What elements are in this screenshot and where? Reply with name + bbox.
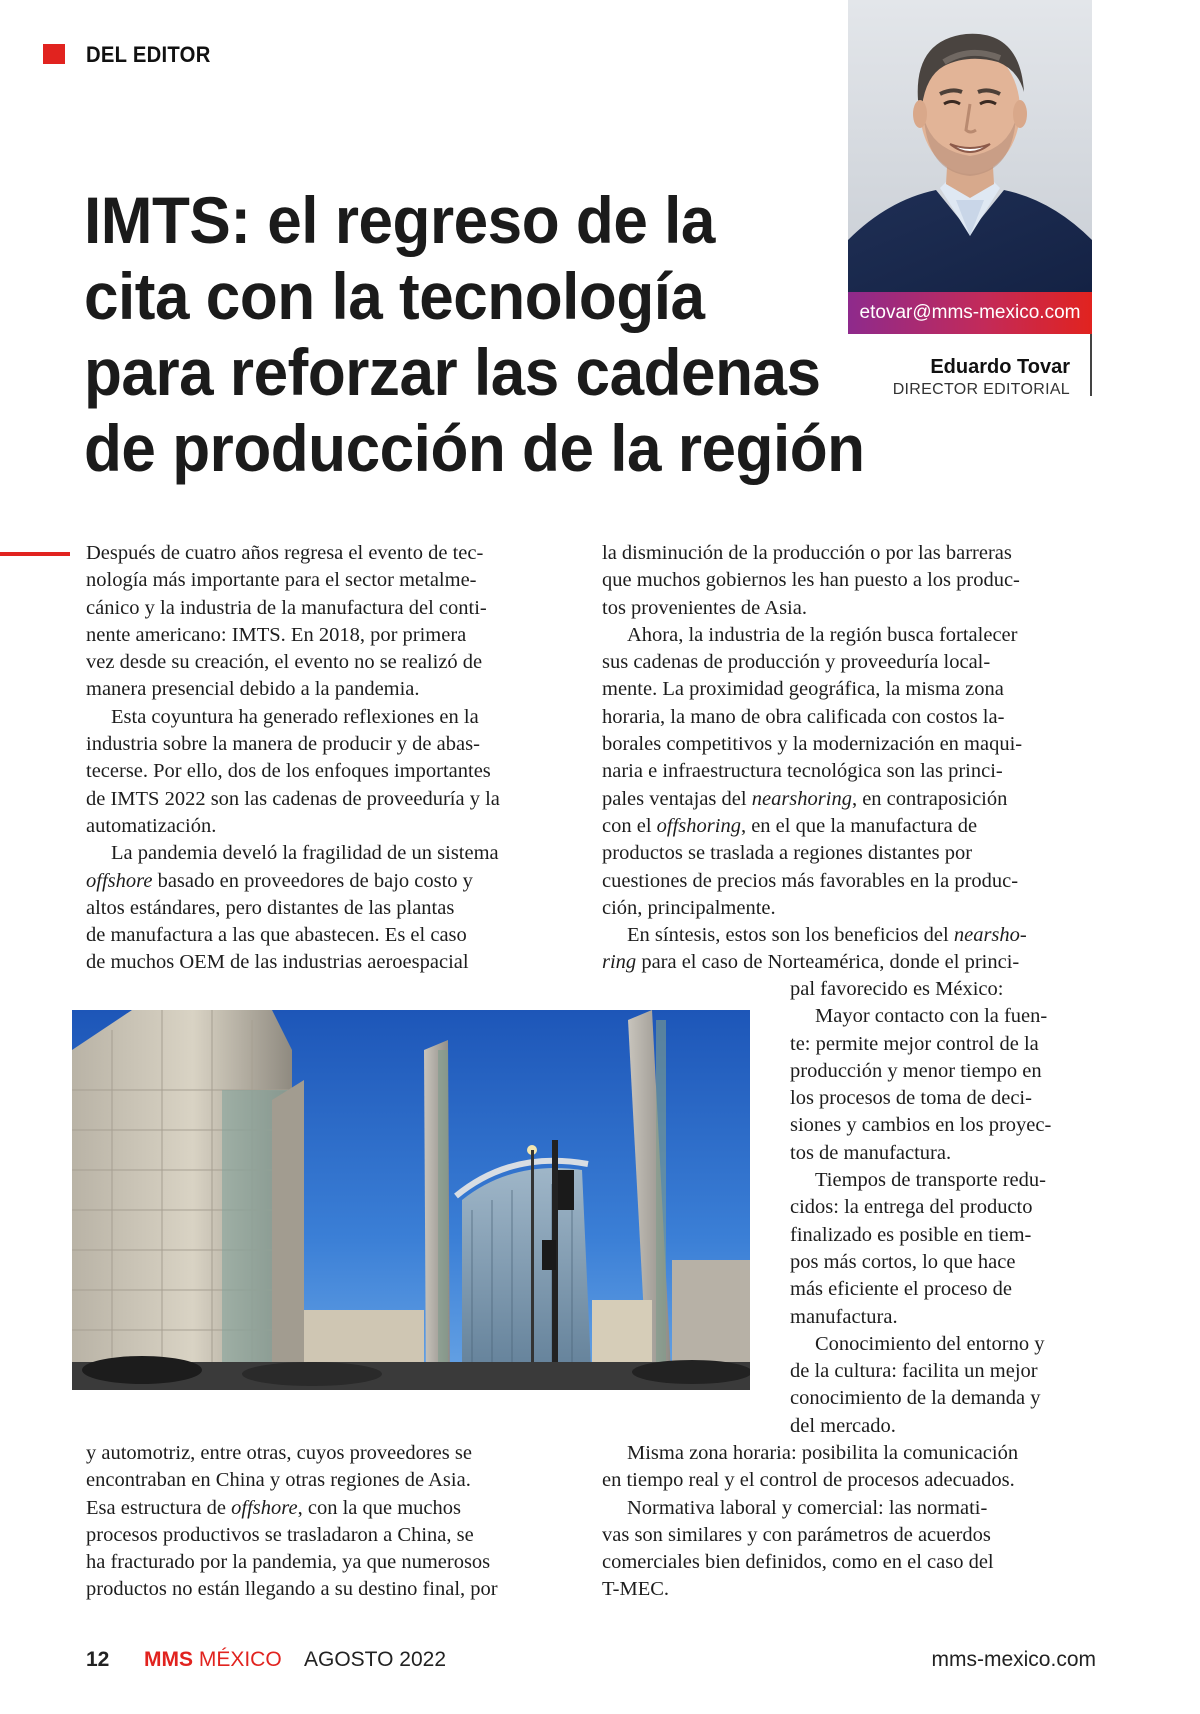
text-line: de muchos OEM de las industrias aeroespacial bbox=[86, 951, 469, 974]
text-line: ring para el caso de Norteamérica, donde el princi- bbox=[602, 951, 1020, 974]
text-line: automatización. bbox=[86, 814, 217, 837]
text-line: Esta coyuntura ha generado reflexiones en la bbox=[111, 705, 479, 728]
section-label: DEL EDITOR bbox=[86, 42, 211, 67]
text-line: Conocimiento del entorno y bbox=[815, 1332, 1045, 1355]
text-line: T-MEC. bbox=[602, 1578, 670, 1601]
text-line: pales ventajas del nearshoring, en contraposición bbox=[602, 787, 1008, 810]
paragraph bbox=[86, 540, 568, 704]
text-line: cidos: la entrega del producto bbox=[790, 1196, 1033, 1219]
text-line: que muchos gobiernos les han puesto a los produc- bbox=[602, 569, 1020, 592]
text-line: encontraban en China y otras regiones de Asia. bbox=[86, 1469, 471, 1492]
text-line: en tiempo real y el control de procesos adecuados. bbox=[602, 1469, 1015, 1492]
headline-line: para reforzar las cadenas bbox=[84, 335, 821, 409]
body-column-right-top bbox=[602, 540, 1096, 977]
text-line: La pandemia develó la fragilidad de un sistema bbox=[111, 842, 499, 865]
text-line: mente. La proximidad geográfica, la misma zona bbox=[602, 678, 1004, 701]
paragraph bbox=[86, 1440, 582, 1604]
body-column-left-bottom bbox=[86, 1440, 582, 1604]
page-footer bbox=[86, 1648, 1096, 1678]
text-line: más eficiente el proceso de bbox=[790, 1278, 1012, 1301]
text-line: del mercado. bbox=[790, 1414, 896, 1437]
text-line: sus cadenas de producción y proveeduría local- bbox=[602, 651, 991, 674]
text-line: productos se traslada a regiones distantes por bbox=[602, 842, 973, 865]
text-line: vas son similares y con parámetros de acuerdos bbox=[602, 1523, 991, 1546]
author-name: Eduardo Tovar bbox=[930, 356, 1070, 378]
paragraph bbox=[602, 540, 1096, 622]
accent-rule bbox=[0, 552, 70, 556]
text-line: ción, principalmente. bbox=[602, 896, 776, 919]
body-column-right-bottom bbox=[602, 1440, 1096, 1604]
text-line: productos no están llegando a su destino final, por bbox=[86, 1578, 498, 1601]
text-line: Tiempos de transporte redu- bbox=[815, 1169, 1046, 1192]
text-line: tos provenientes de Asia. bbox=[602, 596, 807, 619]
body-column-left-top bbox=[86, 540, 568, 977]
text-line: ha fracturado por la pandemia, ya que numerosos bbox=[86, 1551, 491, 1574]
section-marker-icon bbox=[43, 44, 65, 64]
text-line: industria sobre la manera de producir y de abas- bbox=[86, 733, 480, 756]
author-email[interactable]: etovar@mms-mexico.com bbox=[848, 292, 1092, 334]
text-line: pos más cortos, lo que hace bbox=[790, 1250, 1016, 1273]
text-line: tos de manufactura. bbox=[790, 1141, 952, 1164]
text-line: conocimiento de la demanda y bbox=[790, 1387, 1041, 1410]
paragraph bbox=[86, 840, 568, 976]
article-headline bbox=[84, 182, 884, 486]
text-line: la disminución de la producción o por las barreras bbox=[602, 542, 1012, 564]
text-line: altos estándares, pero distantes de las plantas bbox=[86, 896, 455, 919]
paragraph bbox=[790, 976, 1092, 1003]
headline-line: cita con la tecnología bbox=[84, 259, 705, 333]
text-line: los procesos de toma de deci- bbox=[790, 1087, 1032, 1110]
brand-country: MÉXICO bbox=[198, 1648, 282, 1671]
page-number: 12 bbox=[86, 1648, 110, 1671]
text-line: comerciales bien definidos, como en el caso del bbox=[602, 1551, 994, 1574]
headline-line: IMTS: el regreso de la bbox=[84, 183, 715, 257]
text-line: Normativa laboral y comercial: las normati- bbox=[627, 1496, 988, 1519]
paragraph bbox=[86, 704, 568, 840]
headline-line: de producción de la región bbox=[84, 411, 865, 485]
magazine-brand bbox=[144, 1648, 282, 1672]
author-photo bbox=[848, 0, 1092, 292]
text-line: de IMTS 2022 son las cadenas de proveeduría y la bbox=[86, 787, 500, 810]
brand-name: MMS bbox=[144, 1648, 193, 1671]
text-line: Esa estructura de offshore, con la que muchos bbox=[86, 1496, 461, 1519]
paragraph bbox=[790, 1167, 1092, 1331]
text-line: Misma zona horaria: posibilita la comunicación bbox=[627, 1442, 1019, 1464]
website-link[interactable]: mms-mexico.com bbox=[931, 1648, 1096, 1671]
text-line: manera presencial debido a la pandemia. bbox=[86, 678, 420, 701]
text-line: Después de cuatro años regresa el evento de tec- bbox=[86, 542, 484, 564]
text-line: cuestiones de precios más favorables en la produc- bbox=[602, 869, 1019, 892]
author-role: DIRECTOR EDITORIAL bbox=[892, 381, 1070, 398]
text-line: tecerse. Por ello, dos de los enfoques importantes bbox=[86, 760, 491, 783]
paragraph bbox=[790, 1003, 1092, 1167]
text-line: offshore basado en proveedores de bajo costo y bbox=[86, 869, 473, 892]
text-line: En síntesis, estos son los beneficios del nearsho- bbox=[627, 924, 1027, 947]
author-divider bbox=[1090, 334, 1092, 396]
text-line: cánico y la industria de la manufactura del conti- bbox=[86, 596, 487, 619]
text-line: nología más importante para el sector metalme- bbox=[86, 569, 477, 592]
text-line: producción y menor tiempo en bbox=[790, 1059, 1042, 1082]
text-line: naria e infraestructura tecnológica son las princi- bbox=[602, 760, 1003, 783]
text-line: de manufactura a las que abastecen. Es el caso bbox=[86, 924, 467, 947]
issue-date: AGOSTO 2022 bbox=[304, 1648, 447, 1671]
paragraph bbox=[602, 922, 1096, 977]
article-photo bbox=[72, 1010, 750, 1390]
text-line: te: permite mejor control de la bbox=[790, 1032, 1039, 1055]
text-line: borales competitivos y la modernización en maqui- bbox=[602, 733, 1023, 756]
text-line: de la cultura: facilita un mejor bbox=[790, 1360, 1038, 1383]
paragraph bbox=[602, 622, 1096, 922]
text-line: con el offshoring, en el que la manufactura de bbox=[602, 814, 978, 837]
text-line: pal favorecido es México: bbox=[790, 978, 1004, 1000]
body-column-right-narrow bbox=[790, 976, 1092, 1440]
text-line: siones y cambios en los proyec- bbox=[790, 1114, 1052, 1137]
text-line: Ahora, la industria de la región busca fortalecer bbox=[627, 623, 1018, 646]
text-line: finalizado es posible en tiem- bbox=[790, 1223, 1032, 1246]
paragraph bbox=[602, 1440, 1096, 1495]
text-line: vez desde su creación, el evento no se realizó de bbox=[86, 651, 483, 674]
paragraph bbox=[602, 1495, 1096, 1604]
text-line: y automotriz, entre otras, cuyos proveedores se bbox=[86, 1442, 472, 1464]
text-line: nente americano: IMTS. En 2018, por primera bbox=[86, 623, 467, 646]
paragraph bbox=[790, 1331, 1092, 1440]
text-line: horaria, la mano de obra calificada con costos la- bbox=[602, 705, 1005, 728]
text-line: procesos productivos se trasladaron a China, se bbox=[86, 1523, 474, 1546]
text-line: manufactura. bbox=[790, 1305, 898, 1328]
text-line: Mayor contacto con la fuen- bbox=[815, 1005, 1048, 1028]
